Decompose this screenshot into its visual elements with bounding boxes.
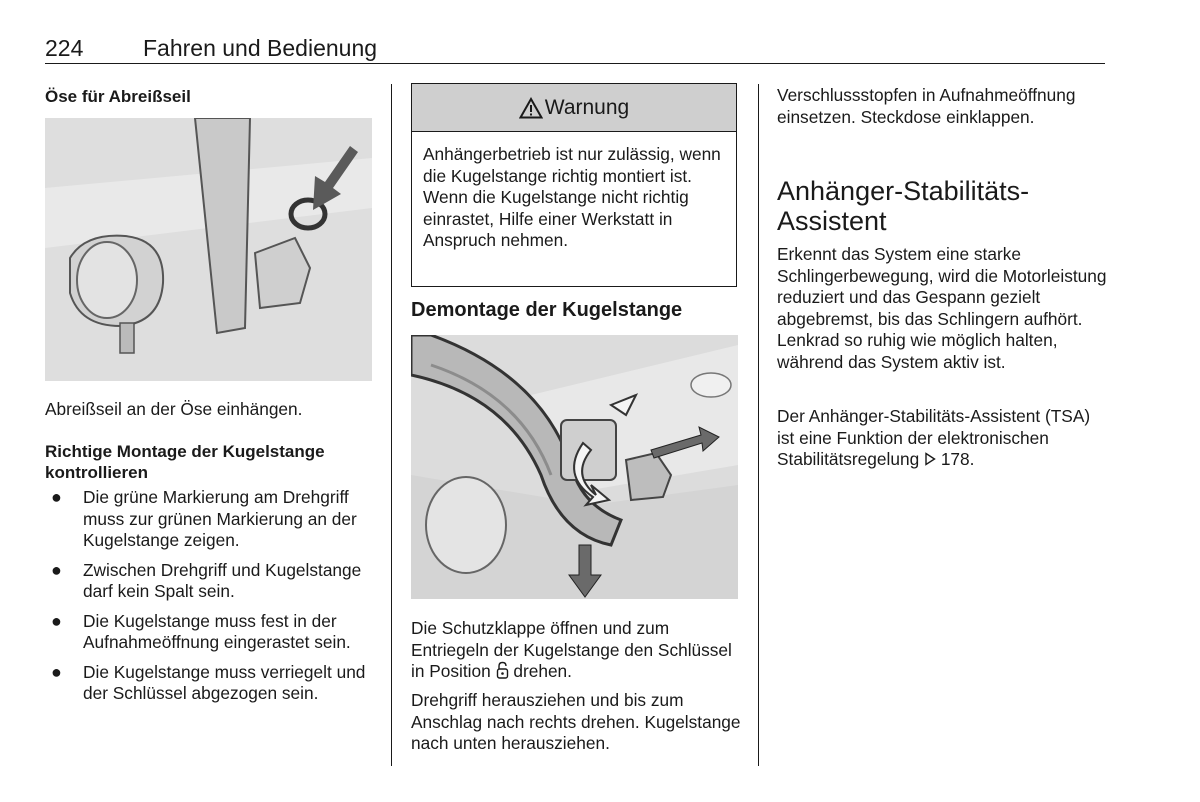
figure-caption-abreisseil: Abreißseil an der Öse einhängen. [45,399,303,419]
header-rule [45,63,1105,64]
subheading-montage: Richtige Montage der Kugelstange kontrollieren [45,442,325,482]
bullet-icon: ● [51,487,62,507]
section-heading-tsa: Anhänger-Stabilitäts-Assistent [777,176,1030,236]
chapter-title: Fahren und Bedienung [143,35,378,61]
montage-checklist [45,487,375,713]
page-reference[interactable]: 178. [940,449,975,469]
warning-triangle-icon [519,97,543,119]
page-number: 224 [45,35,84,61]
bullet-icon: ● [51,610,62,631]
paragraph-demontage-1: Die Schutzklappe öffnen und zum Entriegeln der Kugelstange den Schlüssel in Position drehen. [411,618,732,681]
paragraph-verschlussstopfen: Verschlussstopfen in Aufnahmeöffnung einsetzen. Steckdose einklappen. [777,85,1076,127]
column-divider-1 [391,84,392,766]
column-divider-2 [758,84,759,766]
page-reference-icon [924,452,936,466]
paragraph-tsa-1: Erkennt das System eine starke Schlingerbewegung, wird die Motorleistung reduziert und das Gespann gezielt abgebremst, bis das Schlingern aufhört. Lenkrad so ruhig wie möglich halten, während das System aktiv ist. [777,244,1107,372]
unlock-icon [496,661,509,679]
list-item: ● Zwischen Drehgriff und Kugelstange darf kein Spalt sein. [51,559,362,601]
section-heading-demontage: Demontage der Kugelstange [411,299,683,321]
section-heading-abreisseil: Öse für Abreißseil [45,87,191,106]
bullet-icon: ● [51,661,62,682]
paragraph-tsa-2: Der Anhänger-Stabilitäts-Assistent (TSA) ist eine Funktion der elektronischen Stabilitätsregelung 178. [777,406,1091,469]
warning-header [412,84,736,132]
warning-text: Anhängerbetrieb ist nur zulässig, wenn die Kugelstange richtig montiert ist. Wenn die Kugelstange nicht richtig einrastet, Hilfe einer Werkstatt in Anspruch nehmen. [423,144,721,250]
figure-abreisseil-ose [45,118,372,381]
bullet-icon: ● [51,559,62,580]
warning-title: Warnung [544,95,630,119]
figure-demontage-kugelstange [411,335,738,599]
paragraph-demontage-2: Drehgriff herausziehen und bis zum Anschlag nach rechts drehen. Kugelstange nach unten herausziehen. [411,690,741,753]
list-item: ● Die Kugelstange muss fest in der Aufnahmeöffnung eingerastet sein. [51,610,351,652]
warning-box [411,83,737,287]
list-item: ● Die Kugelstange muss verriegelt und der Schlüssel abgezogen sein. [51,661,366,703]
list-item: ● Die grüne Markierung am Drehgriff muss zur grünen Markierung an der Kugelstange zeigen. [51,487,357,550]
